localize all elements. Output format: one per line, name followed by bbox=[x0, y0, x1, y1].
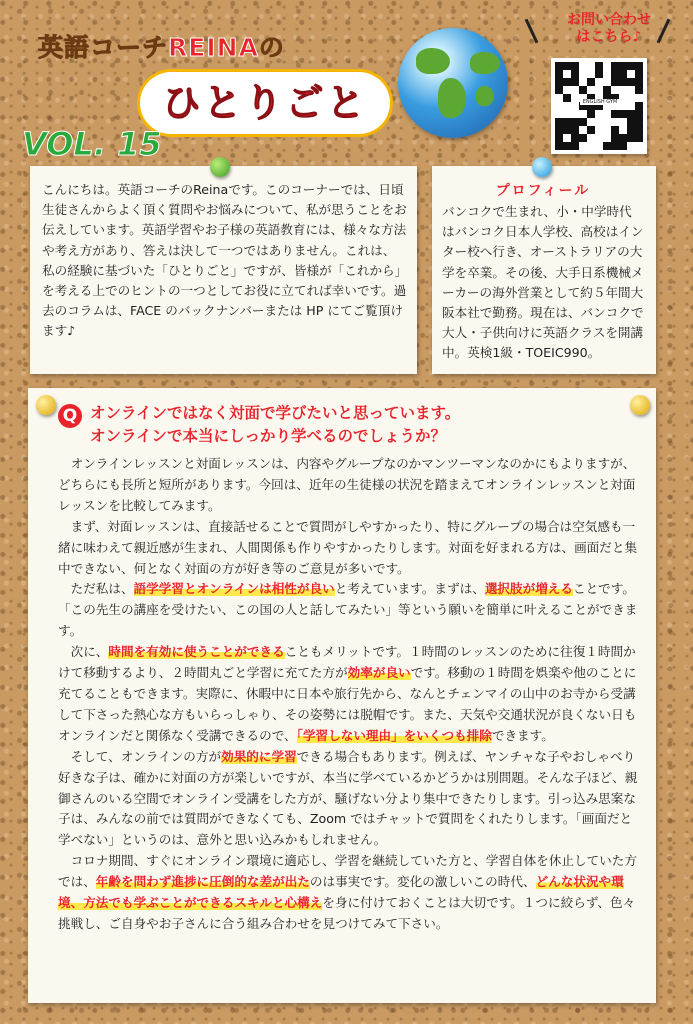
answer-highlight: 「学習しない理由」をいくつも排除 bbox=[296, 727, 492, 743]
profile-note bbox=[432, 166, 656, 374]
header-subtitle-name: REINA bbox=[168, 33, 259, 62]
answer-text: です。移動の１時間を娯楽や他のことに充てることもできます。実際に、休暇中に日本や旅行先から、なんとチェンマイの山中のお寺から受講して下さった熱心な方もいらっしゃり、その姿勢には脱帽です。また、天気や交通状況が良くない日もオンラインだと関係なく受講できるので、 bbox=[58, 665, 637, 743]
intro-note bbox=[30, 166, 417, 374]
question-line-1: オンラインではなく対面で学びたいと思っています。 bbox=[90, 404, 461, 422]
answer-paragraph bbox=[58, 642, 642, 747]
globe-icon bbox=[398, 28, 508, 138]
answer-text: と考えています。まずは、 bbox=[334, 581, 485, 597]
question-block bbox=[58, 402, 642, 448]
answer-highlight: 語学学習とオンラインは相性が良い bbox=[133, 581, 335, 597]
answer-text: のは事実です。変化の激しいこの時代、 bbox=[309, 874, 536, 890]
intro-text: こんにちは。英語コーチのReinaです。このコーナーでは、日頃生徒さんからよく頂く質問やお悩みについて、私が思うことをお伝えしています。英語学習やお子様の英語教育には、様々な方法や考え方があり、答えは決して一つではありません。これは、私の経験に基づいた「ひとりごと」ですが、皆様が「これから」を考える上でのヒントの一つとしてお役に立てれば幸いです。過去のコラムは、FACE のバックナンバーまたは HP にてご覧頂けます♪ bbox=[42, 182, 407, 339]
push-pin-icon bbox=[36, 395, 56, 415]
qr-code-pattern bbox=[555, 62, 643, 150]
answer-text: こともメリットです。１時間のレッスンのために往復１時間かけて移動するより、２時間丸ごと学習に充てた方が bbox=[58, 644, 636, 681]
answer-text: ただ私は、 bbox=[70, 581, 134, 597]
answer-text: コロナ期間、すぐにオンライン環境に適応し、学習を継続していた方と、学習自体を休止していた方では、 bbox=[58, 853, 637, 890]
answer-highlight: 効率が良い bbox=[347, 665, 411, 681]
answer-paragraph bbox=[58, 747, 642, 852]
answer-highlight: 効果的に学習 bbox=[221, 748, 297, 764]
header-subtitle-prefix: 英語コーチ bbox=[38, 33, 169, 62]
push-pin-icon bbox=[210, 157, 230, 177]
qr-code-label: ENGLISH GYM bbox=[580, 99, 620, 105]
answer-paragraph bbox=[58, 851, 642, 935]
contact-line-1: お問い合わせ bbox=[567, 12, 651, 28]
answer-paragraph bbox=[58, 579, 642, 642]
answer-highlight: 選択肢が増える bbox=[484, 581, 573, 597]
answer-text: できます。 bbox=[491, 727, 554, 743]
answer-highlight: 時間を有効に使うことができる bbox=[108, 644, 285, 660]
contact-line-2: はこちら♪ bbox=[576, 29, 642, 45]
answer-text: ことです。「この先生の講座を受けたい、この国の人と話してみたい」等という願いを簡単に叶えることができます。 bbox=[58, 581, 638, 639]
profile-heading: プロフィール bbox=[495, 183, 591, 199]
answer-text: できる場合もあります。例えば、ヤンチャな子やおしゃべり好きな子は、確かに対面の方が楽しいですが、本当に学べているかどうかは別問題。そんな子ほど、親御さんのいる空間でオンライン受講をした方が、騒げない分より集中できたりします。引っ込み思案な子は、みんなの前では質問ができなくても、Zoom ではチャットで質問をくれたりします。「画面だと学べない」というのは、意外と思い込みかもしれません。 bbox=[58, 748, 638, 848]
page-title: ひとりごと bbox=[140, 72, 390, 134]
qr-code-icon[interactable] bbox=[551, 58, 647, 154]
answer-paragraph: まず、対面レッスンは、直接話せることで質問がしやすかったり、特にグループの場合は空気感も一緒に味わえて親近感が生まれ、人間関係も作りやすかったりします。対面を好まれる方は、画面だと集中できない、何となく対面の方が好き等のご意見が多いです。 bbox=[58, 518, 638, 576]
push-pin-icon bbox=[630, 395, 650, 415]
answer-text: 次に、 bbox=[70, 644, 109, 660]
question-line-2: オンラインで本当にしっかり学べるのでしょうか？ bbox=[90, 427, 447, 445]
answer-text: を身に付けておくことは大切です。１つに絞らず、色々挑戦し、ご自身やお子さんに合う組み合わせを見つけてみて下さい。 bbox=[58, 895, 636, 931]
answer-text: そして、オンラインの方が bbox=[70, 748, 222, 764]
header-subtitle bbox=[38, 28, 285, 64]
q-mark-icon: Q bbox=[58, 404, 82, 428]
push-pin-icon bbox=[532, 157, 552, 177]
qa-note bbox=[28, 388, 656, 1003]
answer-paragraph: オンラインレッスンと対面レッスンは、内容やグループなのかマンツーマンなのかにもよりますが、どちらにも長所と短所があります。今回は、近年の生徒様の状況を踏まえてオンラインレッスンと対面レッスンを比較してみます。 bbox=[58, 456, 636, 513]
header-subtitle-suffix: の bbox=[258, 33, 285, 62]
volume-label: VOL. 15 bbox=[22, 125, 162, 163]
answer-highlight: 年齢を問わず進捗に圧倒的な差が出た bbox=[95, 874, 310, 890]
profile-text: バンコクで生まれ、小・中学時代はバンコク日本人学校、高校はインター校へ行き、オーストラリアの大学を卒業。その後、大手日系機械メーカーの海外営業として約５年間大阪本社で勤務。現在は、バンコクで大人・子供向けに英語クラスを開講中。英検1級・TOEIC990。 bbox=[442, 204, 644, 361]
answer-highlight: どんな状況や環境、方法でも学ぶことができるスキルと心構え bbox=[58, 874, 624, 911]
